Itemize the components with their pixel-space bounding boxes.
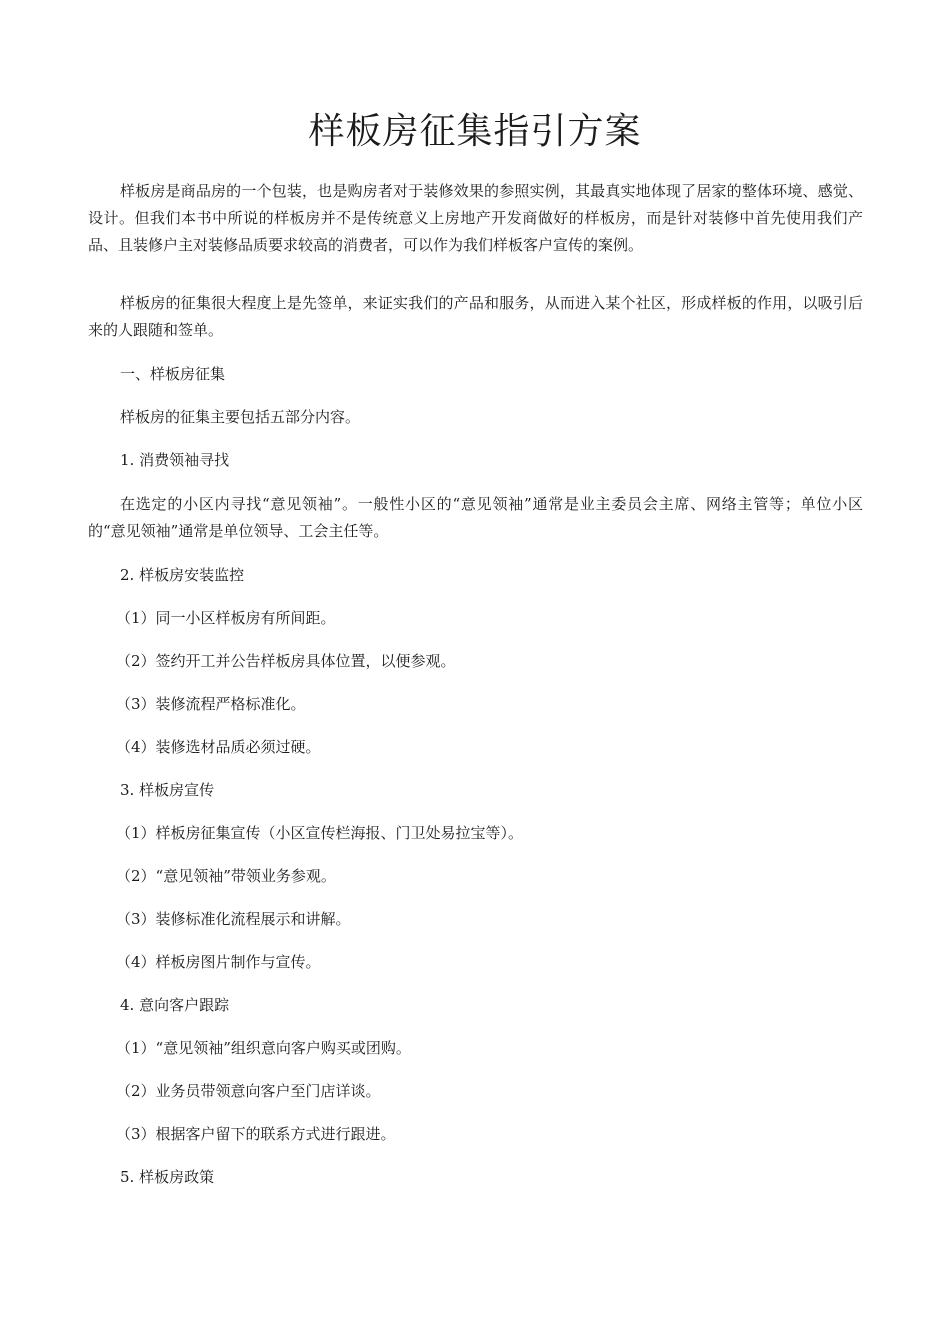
item-3-sub-3: （3）装修标准化流程展示和讲解。 (116, 910, 351, 928)
intro-paragraph-1: 样板房是商品房的一个包装，也是购房者对于装修效果的参照实例，其最真实地体现了居家的整体环境、感觉、设计。但我们本书中所说的样板房并不是传统意义上房地产开发商做好的样板房，而是针对装修中首先使用我们产品、且装修户主对装修品质要求较高的消费者，可以作为我们样板客户宣传的案例。 (88, 182, 863, 254)
item-1-text: 在选定的小区内寻找“意见领袖”。一般性小区的“意见领袖”通常是业主委员会主席、网络主管等；单位小区的“意见领袖”通常是单位领导、工会主任等。 (88, 495, 863, 540)
item-2-sub-2: （2）签约开工并公告样板房具体位置，以便参观。 (116, 652, 456, 670)
item-4-sub-1: （1）“意见领袖”组织意向客户购买或团购。 (116, 1039, 411, 1057)
item-3-sub-1: （1）样板房征集宣传（小区宣传栏海报、门卫处易拉宝等）。 (116, 824, 524, 842)
item-3-heading: 3. 样板房宣传 (120, 781, 215, 799)
item-2-sub-1: （1）同一小区样板房有所间距。 (116, 609, 336, 627)
item-2-sub-3: （3）装修流程严格标准化。 (116, 695, 306, 713)
document-title: 样板房征集指引方案 (308, 111, 642, 152)
item-4-heading: 4. 意向客户跟踪 (120, 996, 230, 1014)
section-1-text: 样板房的征集主要包括五部分内容。 (120, 408, 361, 426)
item-3-sub-4: （4）样板房图片制作与宣传。 (116, 953, 321, 971)
item-5-heading: 5. 样板房政策 (120, 1168, 215, 1186)
item-1-heading: 1. 消费领袖寻找 (120, 451, 230, 469)
item-3-sub-2: （2）“意见领袖”带领业务参观。 (116, 867, 336, 885)
item-2-heading: 2. 样板房安装监控 (120, 566, 245, 584)
intro-paragraph-2: 样板房的征集很大程度上是先签单，来证实我们的产品和服务，从而进入某个社区，形成样板的作用，以吸引后来的人跟随和签单。 (88, 294, 863, 339)
item-4-sub-2: （2）业务员带领意向客户至门店详谈。 (116, 1082, 381, 1100)
item-4-sub-3: （3）根据客户留下的联系方式进行跟进。 (116, 1125, 396, 1143)
section-1-heading: 一、样板房征集 (120, 365, 226, 383)
item-2-sub-4: （4）装修选材品质必须过硬。 (116, 738, 321, 756)
